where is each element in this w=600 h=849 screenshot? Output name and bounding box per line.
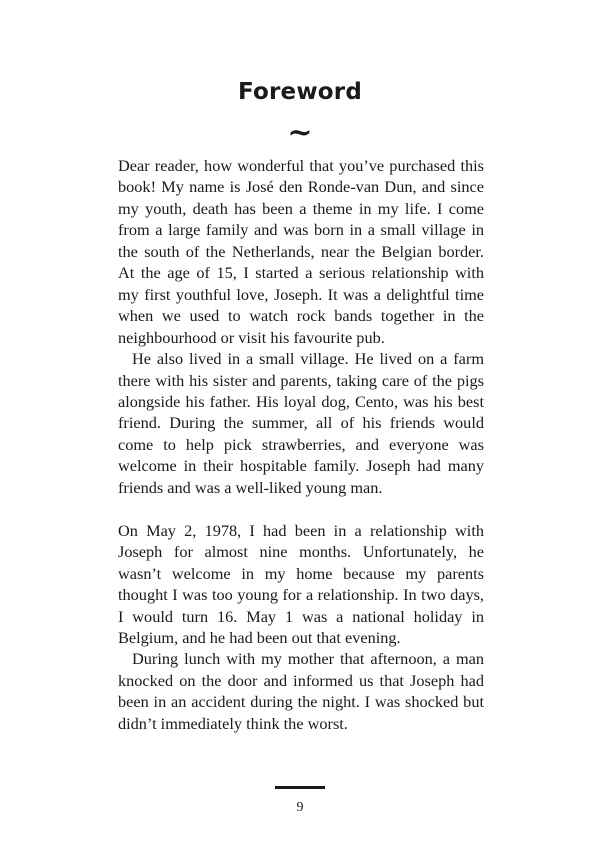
page-number: 9 [296, 800, 304, 815]
paragraph-2: He also lived in a small village. He lived on a farm there with his sister and parents, taking care of the pigs alongside his father. His loyal dog, Cento, was his best friend. During the summer, all of his friends would come to help pick strawberries, and everyone was welcome in their hospitable family. Joseph had many friends and was a well-liked young man. [118, 349, 484, 497]
paragraph-4: During lunch with my mother that afternoon, a man knocked on the door and informed us that Joseph had been in an accident during the night. I was shocked but didn’t immediately think the worst. [118, 649, 484, 733]
chapter-title: Foreword [238, 79, 362, 105]
body-text [118, 155, 484, 734]
tilde-ornament: ~ [287, 115, 313, 150]
footer-rule [275, 786, 325, 789]
paragraph-3: On May 2, 1978, I had been in a relationship with Joseph for almost nine months. Unfortunately, he wasn’t welcome in my home because my parents thought I was too young for a relationship. In two days, I would turn 16. May 1 was a national holiday in Belgium, and he had been out that evening. [118, 520, 484, 648]
paragraph-1: Dear reader, how wonderful that you’ve purchased this book! My name is José den Ronde-van Dun, and since my youth, death has been a theme in my life. I come from a large family and was born in a small village in the south of the Netherlands, near the Belgian border. At the age of 15, I started a serious relationship with my first youthful love, Joseph. It was a delightful time when we used to watch rock bands together in the neighbourhood or visit his favourite pub. [118, 156, 484, 347]
